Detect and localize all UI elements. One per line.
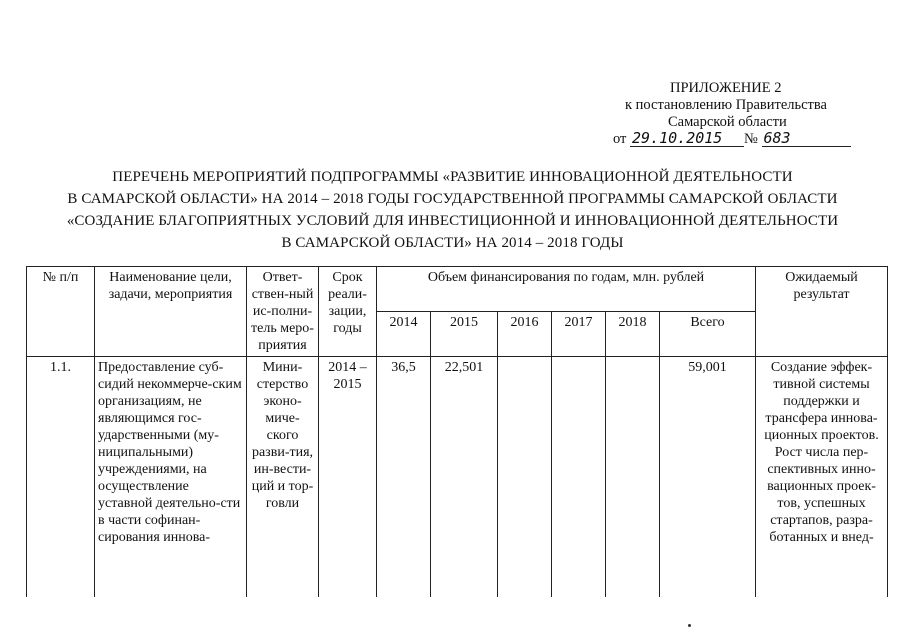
title-line-2: В САМАРСКОЙ ОБЛАСТИ» НА 2014 – 2018 ГОДЫ ГОСУДАРСТВЕННОЙ ПРОГРАММЫ САМАРСКОЙ ОБЛАСТИ (67, 191, 838, 207)
cell-name: Предоставление суб-сидий некоммерче-ским организациям, не являющимся гос-ударственными (му-ниципальными) учреждениями, на осуществление уставной деятельно-сти в части софинан-сирования иннова- (95, 357, 247, 597)
title-line-3: «СОЗДАНИЕ БЛАГОПРИЯТНЫХ УСЛОВИЙ ДЛЯ ИНВЕСТИЦИОННОЙ И ИННОВАЦИОННОЙ ДЕЯТЕЛЬНОСТИ (66, 213, 839, 229)
cell-num: 1.1. (27, 357, 95, 597)
measures-table (26, 266, 888, 597)
header-financing: Объем финансирования по годам, млн. рублей (377, 267, 756, 312)
cell-result: Создание эффек-тивной системы поддержки и трансфера иннова-ционных проектов. Рост числа пер-спективных инно-вационных проек-тов, успешных стартапов, разра-ботанных и внед- (756, 357, 888, 597)
header-num: № п/п (27, 267, 95, 357)
appendix-title: ПРИЛОЖЕНИЕ 2 (670, 80, 782, 96)
appendix-date-line (613, 131, 851, 148)
number-prefix: № (744, 131, 758, 147)
header-name: Наименование цели, задачи, мероприятия (95, 267, 247, 357)
cell-term: 2014 – 2015 (319, 357, 377, 597)
document-title (0, 166, 905, 254)
header-year-2015: 2015 (431, 312, 498, 357)
cell-2018 (606, 357, 660, 597)
handwritten-number: 683 (762, 131, 851, 147)
cell-2015: 22,501 (431, 357, 498, 597)
header-year-2018: 2018 (606, 312, 660, 357)
cell-total: 59,001 (660, 357, 756, 597)
page-dot (688, 624, 691, 627)
cell-2016 (498, 357, 552, 597)
title-line-1: ПЕРЕЧЕНЬ МЕРОПРИЯТИЙ ПОДПРОГРАММЫ «РАЗВИТИЕ ИННОВАЦИОННОЙ ДЕЯТЕЛЬНОСТИ (112, 169, 793, 185)
header-result: Ожидаемый результат (756, 267, 888, 357)
appendix-region: Самарской области (668, 114, 787, 130)
table-row (27, 357, 888, 597)
header-total: Всего (660, 312, 756, 357)
header-year-2014: 2014 (377, 312, 431, 357)
cell-responsible: Мини-стерство эконо-миче-ского разви-тия, ин-вести-ций и тор-говли (247, 357, 319, 597)
header-year-2017: 2017 (552, 312, 606, 357)
appendix-decree: к постановлению Правительства (625, 97, 827, 113)
cell-2017 (552, 357, 606, 597)
header-responsible: Ответ-ствен-ный ис-полни-тель меро-приятия (247, 267, 319, 357)
handwritten-date: 29.10.2015 (630, 131, 744, 147)
header-year-2016: 2016 (498, 312, 552, 357)
cell-2014: 36,5 (377, 357, 431, 597)
title-line-4: В САМАРСКОЙ ОБЛАСТИ» НА 2014 – 2018 ГОДЫ (281, 235, 624, 251)
table-header-row (27, 267, 888, 312)
header-term: Срок реали-зации, годы (319, 267, 377, 357)
date-prefix: от (613, 131, 627, 147)
